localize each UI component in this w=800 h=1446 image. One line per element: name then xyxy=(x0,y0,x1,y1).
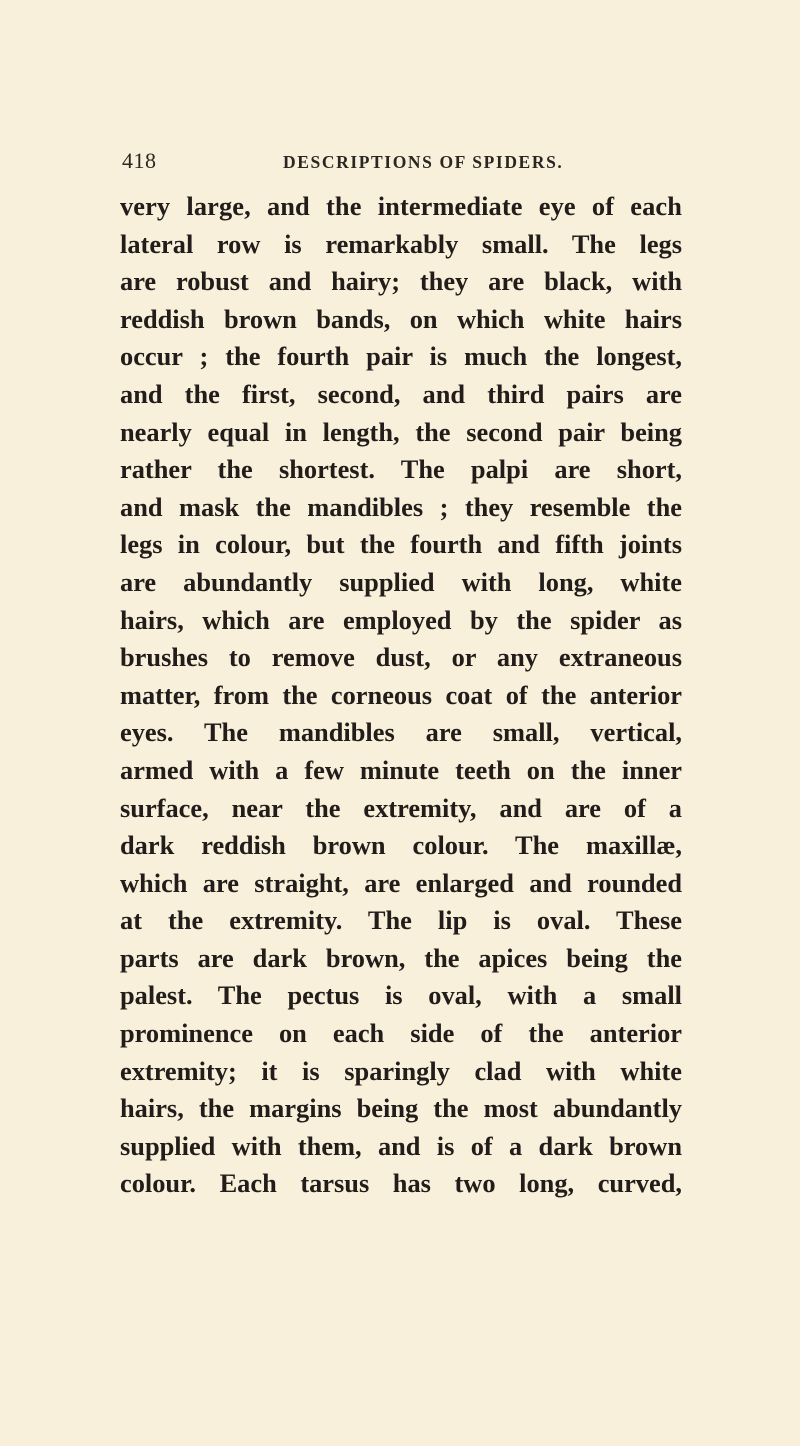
text-line: surface, near the extremity, and are of a xyxy=(120,792,682,823)
text-line: dark reddish brown colour. The maxillæ, xyxy=(120,830,682,861)
text-line: which are straight, are enlarged and rounded xyxy=(120,867,682,898)
text-line: nearly equal in length, the second pair being xyxy=(120,416,682,447)
text-line: and mask the mandibles ; they resemble the xyxy=(120,491,682,522)
text-line: prominence on each side of the anterior xyxy=(120,1018,682,1049)
text-line: eyes. The mandibles are small, vertical, xyxy=(120,717,682,748)
text-line: very large, and the intermediate eye of each xyxy=(120,191,682,221)
text-line: parts are dark brown, the apices being the xyxy=(120,942,682,973)
page-header xyxy=(122,146,682,176)
text-line: rather the shortest. The palpi are short, xyxy=(120,454,682,485)
text-line: and the first, second, and third pairs are xyxy=(120,378,682,409)
page-number: 418 xyxy=(122,148,157,173)
text-line: palest. The pectus is oval, with a small xyxy=(120,980,682,1011)
text-line: at the extremity. The lip is oval. These xyxy=(120,905,682,936)
text-line: occur ; the fourth pair is much the longest, xyxy=(120,341,682,372)
text-line: colour. Each tarsus has two long, curved, xyxy=(120,1168,682,1199)
text-line: brushes to remove dust, or any extraneous xyxy=(120,642,682,673)
text-line: are abundantly supplied with long, white xyxy=(120,566,682,597)
text-line: hairs, the margins being the most abundantly xyxy=(120,1093,682,1124)
text-line: lateral row is remarkably small. The legs xyxy=(120,228,682,259)
text-line: supplied with them, and is of a dark brown xyxy=(120,1130,682,1161)
text-line: matter, from the corneous coat of the anterior xyxy=(120,679,682,710)
running-head: DESCRIPTIONS OF SPIDERS. xyxy=(283,152,564,172)
text-line: legs in colour, but the fourth and fifth joints xyxy=(120,529,682,560)
body-text xyxy=(120,188,682,1203)
text-line: are robust and hairy; they are black, with xyxy=(120,266,682,297)
text-line: reddish brown bands, on which white hairs xyxy=(120,303,682,334)
text-line: armed with a few minute teeth on the inner xyxy=(120,754,682,785)
text-line: hairs, which are employed by the spider as xyxy=(120,604,682,635)
text-line: extremity; it is sparingly clad with white xyxy=(120,1055,682,1086)
